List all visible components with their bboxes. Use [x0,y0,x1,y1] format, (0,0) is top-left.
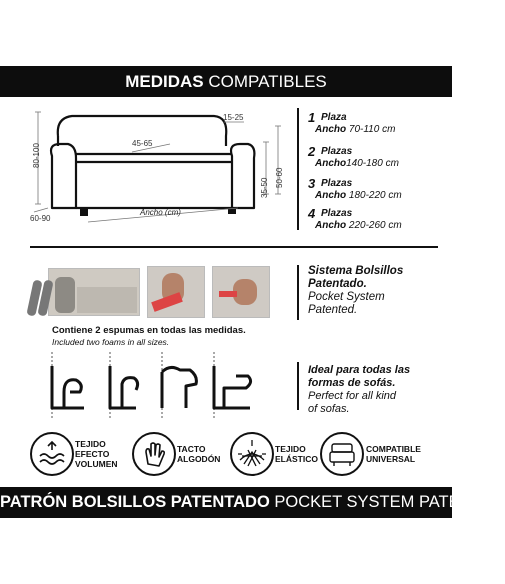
footer-light-text: POCKET SYSTEM PATENTED [274,493,505,511]
feature-label-1: TEJIDO EFECTO VOLUMEN [75,439,118,469]
foam-photo [28,268,138,318]
pocket-system-text: Sistema Bolsillos Patentado. Pocket System Patented. [308,265,404,316]
divider-vertical-top [297,108,299,230]
size-item-4: 4 Plazas Ancho 220-260 cm [308,206,402,231]
header-band [0,66,452,97]
size-item-1: 1 Plaza Ancho 70-110 cm [308,110,396,135]
install-step-1-photo [147,266,205,318]
width-label: Ancho (cm) [140,208,181,217]
sofa-puzzle-icon [320,432,364,476]
seat-height-dimension: 35-50 [260,177,269,198]
header-title-light: COMPATIBLES [208,72,327,91]
feature-label-2: TACTO ALGODÓN [177,444,221,464]
foams-text-en: Included two foams in all sizes. [52,337,170,347]
arm-width-dimension: 15-25 [223,113,244,122]
size-item-2: 2 Plazas Ancho140-180 cm [308,144,399,169]
height-dimension: 80-100 [32,143,41,168]
elastic-net-icon [230,432,274,476]
sofa-shapes-text: Ideal para todas las formas de sofás. Perfect for all kind of sofas. [308,364,411,415]
feature-label-3: TEJIDO ELÁSTICO [275,444,318,464]
depth-dimension: 60-90 [30,214,51,223]
wave-fabric-icon [30,432,74,476]
divider-vertical-mid [297,265,299,320]
size-item-3: 3 Plazas Ancho 180-220 cm [308,176,402,201]
hand-touch-icon [132,432,176,476]
header-title-bold: MEDIDAS [125,72,204,91]
footer-band [0,487,505,518]
seat-width-dimension: 45-65 [132,139,153,148]
sofa-shapes-illustration [40,352,270,418]
footer-bold-text: PATRÓN BOLSILLOS PATENTADO [0,493,270,511]
divider-horizontal [30,246,438,248]
install-step-2-photo [212,266,270,318]
divider-vertical-shapes [297,362,299,410]
arm-height-dimension: 50-60 [275,167,284,188]
foams-text-es: Contiene 2 espumas en todas las medidas. [52,325,246,336]
feature-label-4: COMPATIBLE UNIVERSAL [366,444,421,464]
